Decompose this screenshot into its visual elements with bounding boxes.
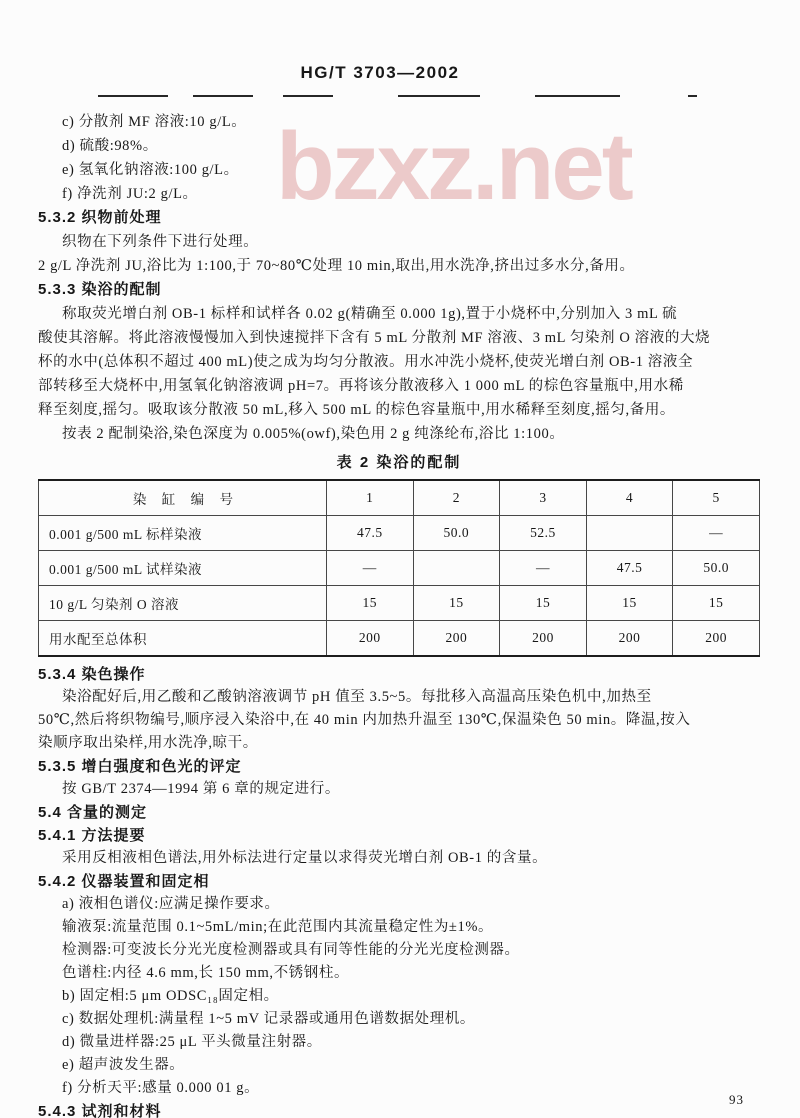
table-row — [39, 516, 760, 551]
apparatus-item-f: f) 分析天平:感量 0.000 01 g。 — [62, 1080, 260, 1096]
apparatus-item-detector: 检测器:可变波长分光光度检测器或具有同等性能的分光光度检测器。 — [62, 942, 520, 958]
paragraph-line: 部转移至大烧杯中,用氢氧化钠溶液调 pH=7。再将该分散液移入 1 000 mL 的棕色容量瓶中,用水稀 — [38, 378, 684, 394]
reagent-item-e: e) 氢氧化钠溶液:100 g/L。 — [62, 162, 239, 178]
table-cell: 50.0 — [673, 551, 760, 586]
table-row — [39, 621, 760, 657]
table-cell: 200 — [500, 621, 587, 657]
table-cell: — — [500, 551, 587, 586]
paragraph-line: 杯的水中(总体积不超过 400 mL)使之成为均匀分散液。用水冲洗小烧杯,使荧光增白剂 OB-1 溶液全 — [38, 354, 694, 370]
reagent-item-f: f) 净洗剂 JU:2 g/L。 — [62, 186, 198, 202]
table-column-header: 2 — [413, 480, 500, 516]
table-cell: 52.5 — [500, 516, 587, 551]
table-cell: 15 — [413, 586, 500, 621]
table-cell: 15 — [500, 586, 587, 621]
table-row-label: 0.001 g/500 mL 试样染液 — [39, 551, 327, 586]
table-cell — [586, 516, 673, 551]
dye-bath-table-block — [38, 450, 760, 657]
apparatus-item-d: d) 微量进样器:25 μL 平头微量注射器。 — [62, 1034, 322, 1050]
table-title: 表 2 染浴的配制 — [336, 454, 462, 471]
reagent-item-d: d) 硫酸:98%。 — [62, 138, 158, 154]
apparatus-item-a: a) 液相色谱仪:应满足操作要求。 — [62, 896, 280, 912]
table-cell: 200 — [673, 621, 760, 657]
document-body — [38, 110, 760, 1118]
section-heading-5-3-5: 5.3.5 增白强度和色光的评定 — [38, 758, 242, 775]
section-heading-5-3-2: 5.3.2 织物前处理 — [38, 209, 162, 226]
table-cell: 200 — [586, 621, 673, 657]
table-corner-label: 染 缸 编 号 — [39, 480, 327, 516]
paragraph-line: 50℃,然后将织物编号,顺序浸入染浴中,在 40 min 内加热升温至 130℃,保温染色 50 min。降温,按入 — [38, 712, 691, 728]
reagent-item-c: c) 分散剂 MF 溶液:10 g/L。 — [62, 114, 247, 130]
table-cell: 47.5 — [586, 551, 673, 586]
table-cell: 50.0 — [413, 516, 500, 551]
paragraph-line: 染顺序取出染样,用水洗净,晾干。 — [38, 735, 258, 751]
section-heading-5-4: 5.4 含量的测定 — [38, 804, 148, 821]
section-heading-5-3-4: 5.3.4 染色操作 — [38, 666, 146, 683]
table-cell: 47.5 — [326, 516, 413, 551]
table-row-label: 用水配至总体积 — [39, 621, 327, 657]
section-heading-5-4-1: 5.4.1 方法提要 — [38, 827, 146, 844]
header-rule-segment — [283, 95, 333, 97]
paragraph-line: 织物在下列条件下进行处理。 — [62, 234, 259, 250]
paragraph-line: 称取荧光增白剂 OB-1 标样和试样各 0.02 g(精确至 0.000 1g),置于小烧杯中,分别加入 3 mL 硫 — [62, 306, 678, 322]
table-row-label: 0.001 g/500 mL 标样染液 — [39, 516, 327, 551]
section-heading-5-4-3: 5.4.3 试剂和材料 — [38, 1103, 162, 1118]
section-heading-5-4-2: 5.4.2 仪器装置和固定相 — [38, 873, 210, 890]
table-cell: 15 — [673, 586, 760, 621]
paragraph-line: 按 GB/T 2374—1994 第 6 章的规定进行。 — [62, 781, 340, 797]
apparatus-item-pump: 输液泵:流量范围 0.1~5mL/min;在此范围内其流量稳定性为±1%。 — [62, 919, 494, 935]
header-rule-segment — [535, 95, 620, 97]
table-row-label: 10 g/L 匀染剂 O 溶液 — [39, 586, 327, 621]
apparatus-item-e: e) 超声波发生器。 — [62, 1057, 185, 1073]
section-heading-5-3-3: 5.3.3 染浴的配制 — [38, 281, 162, 298]
table-cell: — — [326, 551, 413, 586]
page-number: 93 — [729, 1092, 744, 1107]
dye-bath-table — [38, 479, 760, 657]
standard-number: HG/T 3703—2002 — [300, 63, 460, 82]
paragraph-line: 释至刻度,摇匀。吸取该分散液 50 mL,移入 500 mL 的棕色容量瓶中,用水稀释至刻度,摇匀,备用。 — [38, 402, 676, 418]
paragraph-line: 酸使其溶解。将此溶液慢慢加入到快速搅拌下含有 5 mL 分散剂 MF 溶液、3 mL 匀染剂 O 溶液的大烧 — [38, 330, 711, 346]
table-row — [39, 551, 760, 586]
apparatus-item-column: 色谱柱:内径 4.6 mm,长 150 mm,不锈钢柱。 — [62, 965, 350, 981]
table-cell: 15 — [586, 586, 673, 621]
table-column-header: 5 — [673, 480, 760, 516]
table-cell: 15 — [326, 586, 413, 621]
header-rule-segment — [688, 95, 697, 97]
paragraph-line: 染浴配好后,用乙酸和乙酸钠溶液调节 pH 值至 3.5~5。每批移入高温高压染色机中,加热至 — [62, 689, 652, 705]
header-rule-segment — [98, 95, 168, 97]
table-column-header: 1 — [326, 480, 413, 516]
table-cell — [413, 551, 500, 586]
table-cell: — — [673, 516, 760, 551]
header-rule-segment — [398, 95, 480, 97]
paragraph-line: 2 g/L 净洗剂 JU,浴比为 1:100,于 70~80℃处理 10 min,取出,用水洗净,挤出过多水分,备用。 — [38, 258, 635, 274]
apparatus-item-b: b) 固定相:5 μm ODSC₁₈固定相。 — [62, 988, 279, 1004]
watermark-text: bzxz.net — [276, 113, 631, 220]
table-row — [39, 586, 760, 621]
apparatus-item-c: c) 数据处理机:满量程 1~5 mV 记录器或通用色谱数据处理机。 — [62, 1011, 476, 1027]
table-header-row — [39, 480, 760, 516]
table-cell: 200 — [326, 621, 413, 657]
table-column-header: 4 — [586, 480, 673, 516]
paragraph-line: 按表 2 配制染浴,染色深度为 0.005%(owf),染色用 2 g 纯涤纶布,浴比 1:100。 — [62, 426, 565, 442]
table-cell: 200 — [413, 621, 500, 657]
paragraph-line: 采用反相液相色谱法,用外标法进行定量以求得荧光增白剂 OB-1 的含量。 — [62, 850, 548, 866]
header-rule-segment — [193, 95, 253, 97]
lower-sections — [38, 663, 760, 1118]
table-column-header: 3 — [500, 480, 587, 516]
